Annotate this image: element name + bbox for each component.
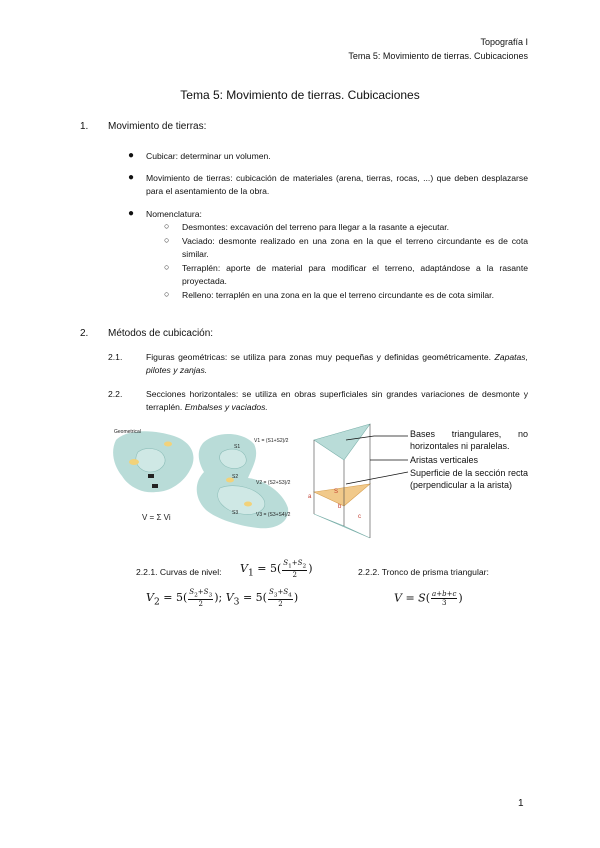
- bottom-base: [314, 514, 370, 538]
- item-2-1-number: 2.1.: [108, 352, 123, 362]
- svg-text:V1 = (S1+S2)/2: V1 = (S1+S2)/2: [254, 438, 289, 444]
- header-course: Topografía I: [480, 37, 528, 47]
- formula-v2-v3: $V_2 = 5$( $\frac{S_2+S_3}{2}$ ); $V_3 = 5$( $\frac{S_3+S_4}{2}$ ): [146, 588, 299, 609]
- nomenclature-terraplen: Terraplén: aporte de material para modificar el terreno, adaptándose a la rasante proyectada.: [182, 263, 528, 286]
- page-number: 1: [518, 798, 524, 809]
- bullet-cubicar: Cubicar: determinar un volumen.: [146, 151, 271, 161]
- curvas-label: 2.2.1. Curvas de nivel:: [136, 567, 222, 577]
- prism-frustum-figure: [308, 424, 408, 538]
- nomenclature-desmontes: Desmontes: excavación del terreno para llegar a la rasante a ejecutar.: [182, 222, 450, 232]
- circle-bullet-icon: ○: [164, 262, 170, 272]
- section-label-s: S: [334, 489, 339, 495]
- svg-text:S3: S3: [232, 510, 239, 516]
- item-2-1-examples: Zapatas, pilotes y zanjas.: [146, 352, 528, 375]
- svg-text:S2: S2: [232, 474, 239, 480]
- nomenclature-vaciado: Vaciado: desmonte realizado en una zona en la que el terreno circundante es de cota similar.: [182, 236, 528, 259]
- bullet-icon: ●: [128, 150, 135, 161]
- cross-section: [314, 484, 370, 506]
- label-bases: Bases triangulares, no horizontales ni paralelas.: [410, 429, 528, 451]
- item-2-1-text: [146, 351, 528, 377]
- section-1-heading: Movimiento de tierras:: [108, 121, 207, 132]
- circle-bullet-icon: ○: [164, 235, 170, 245]
- bullet-nomenclatura: Nomenclatura:: [146, 209, 202, 219]
- page-title: Tema 5: Movimiento de tierras. Cubicaciones: [180, 88, 420, 102]
- top-base: [314, 424, 370, 460]
- svg-text:V3 = (S3+S4)/2: V3 = (S3+S4)/2: [256, 512, 291, 518]
- section-2-number: 2.: [80, 328, 89, 339]
- svg-text:V = Σ Vi: V = Σ Vi: [142, 513, 171, 522]
- item-2-1-description: Figuras geométricas: se utiliza para zonas muy pequeñas y definidas geométricamente.: [146, 352, 492, 362]
- formula-v1: $V_1 = 5$( $\frac{S_1+S_2}{2}$ ): [240, 559, 313, 580]
- section-1-number: 1.: [80, 121, 89, 132]
- circle-bullet-icon: ○: [164, 221, 170, 231]
- contour-map-figure: [112, 424, 196, 522]
- circle-bullet-icon: ○: [164, 289, 170, 299]
- bullet-movimiento: Movimiento de tierras: cubicación de materiales (arena, tierras, rocas, ...) que deben desplazarse para el asentamiento de la obra.: [146, 173, 528, 196]
- tronco-label: 2.2.2. Tronco de prisma triangular:: [358, 567, 489, 577]
- item-2-2-description: Secciones horizontales: se utiliza en obras superficiales sin grandes variaciones de desmonte y terraplén.: [146, 389, 528, 412]
- item-2-2-number: 2.2.: [108, 389, 123, 399]
- edge-label-c: c: [358, 514, 361, 520]
- header-topic: Tema 5: Movimiento de tierras. Cubicaciones: [348, 51, 528, 61]
- bullet-icon: ●: [128, 172, 135, 183]
- label-aristas: Aristas verticales: [410, 455, 479, 465]
- svg-text:V2 = (S2+S3)/2: V2 = (S2+S3)/2: [256, 480, 291, 486]
- edge-label-b: b: [338, 504, 342, 510]
- formula-tronco: V = S( $\frac{a+b+c}{3}$ ): [394, 590, 463, 607]
- item-2-2-examples: Embalses y vaciados.: [184, 402, 268, 412]
- item-2-2-text: [146, 388, 528, 414]
- svg-text:Geometrical: Geometrical: [114, 429, 141, 435]
- edge-label-a: a: [308, 494, 312, 500]
- section-2-heading: Métodos de cubicación:: [108, 328, 214, 339]
- bullet-icon: ●: [128, 208, 135, 219]
- contour-sections-figure: [197, 434, 291, 528]
- label-superficie: Superficie de la sección recta (perpendicular a la arista): [410, 468, 528, 490]
- nomenclature-relleno: Relleno: terraplén en una zona en la que el terreno circundante es de cota similar.: [182, 290, 494, 300]
- svg-text:S1: S1: [234, 444, 241, 450]
